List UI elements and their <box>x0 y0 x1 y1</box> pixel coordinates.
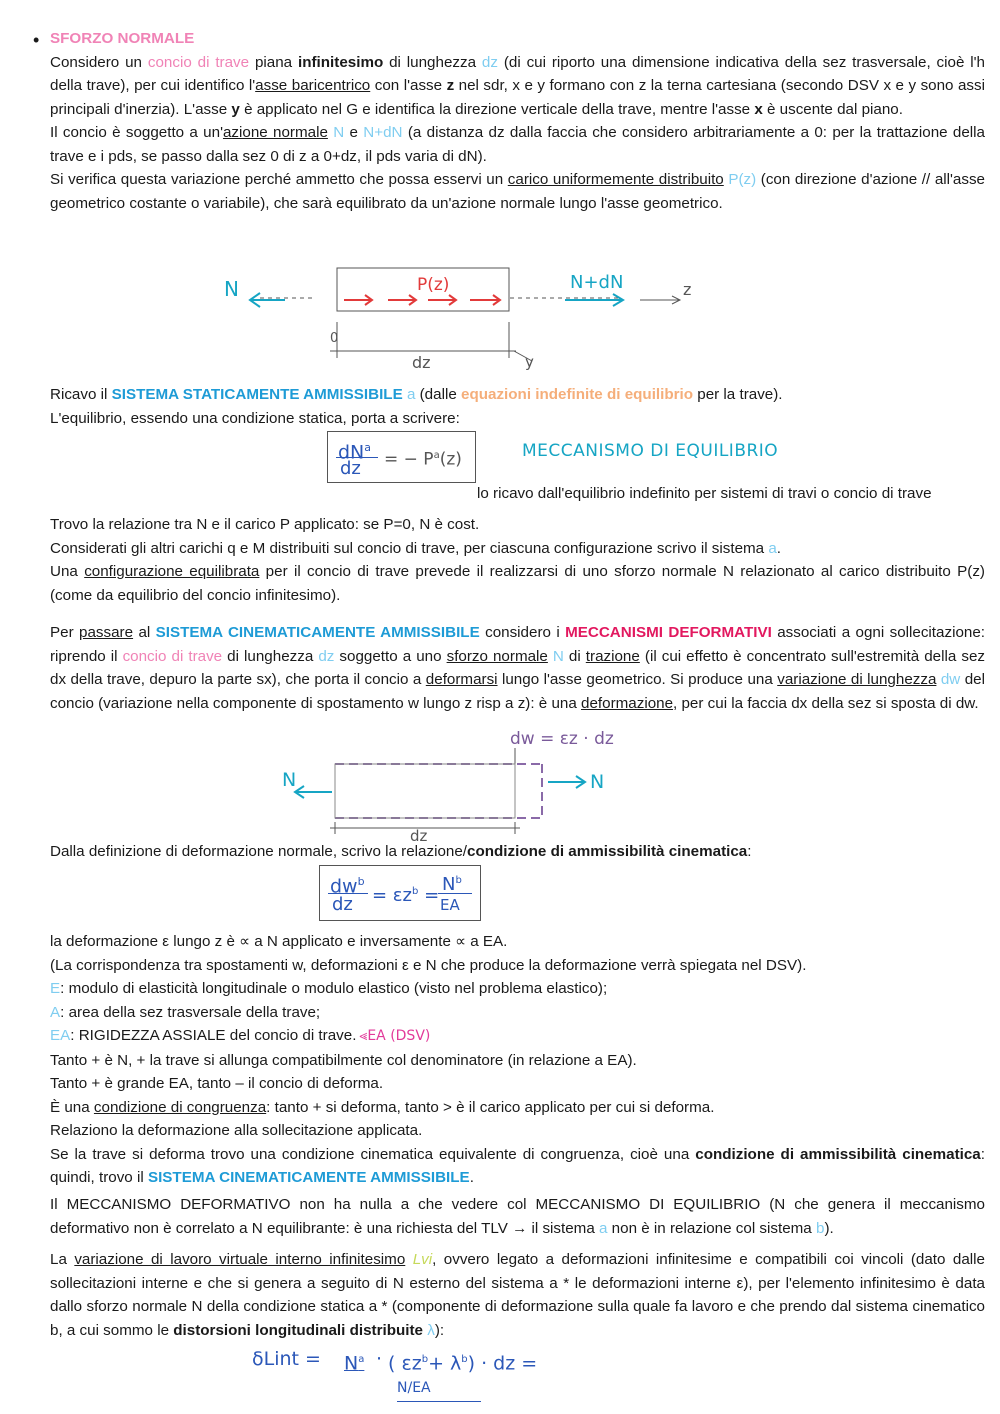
paragraph-relazione: Trovo la relazione tra N e il carico P applicato: se P=0, N è cost. <box>50 516 480 533</box>
fig1-origin-label: 0 <box>330 331 339 346</box>
paragraph-carichi: Considerati gli altri carichi q e M distribuiti sul concio di trave, per ciascuna configurazione scrivo il sistema a. <box>50 539 782 557</box>
fig2-n-left-label: N <box>282 769 297 791</box>
paragraph-definizione: Dalla definizione di deformazione normale, scrivo la relazione/condizione di ammissibilità cinematica: <box>50 843 752 860</box>
paragraph-carico: Si verifica questa variazione perché ammetto che possa esservi un carico uniformemente distribuito P(z) (con direzione d'azione // all'asse geometrico costante o variabile), che sarà equilibrato da un'azione normale lungo l'asse geometrico. <box>50 171 985 212</box>
fig2-dz-label: dz <box>410 827 428 842</box>
paragraph-concio: Considero un concio di trave piana infinitesimo di lunghezza dz (di cui riporto una dimensione indicativa della sez trasversale, cioè l'h della trave), per cui identifico l'asse baricentrico con l'asse z nel sdr, x e y formano con z la terna cartesiana (secondo DSV x e y sono assi principali d'inerzia). L'asse y è applicato nel G e identifica la direzione verticale della trave, mentre l'asse x è uscente dal piano. <box>50 53 985 118</box>
paragraph-equilibrio: L'equilibrio, essendo una condizione statica, porta a scrivere: <box>50 409 460 427</box>
paragraph-meccanismo: Il MECCANISMO DEFORMATIVO non ha nulla a che vedere col MECCANISMO DI EQUILIBRIO (N che genera il meccanismo deformativo non è correlato a N equilibrante: è una richiesta del TLV → il sistema a non è in relazione col sistema b). <box>50 1196 985 1237</box>
bullet-icon: • <box>33 30 40 50</box>
paragraph-ricavo-equilibrio: lo ricavo dall'equilibrio indefinito per sistemi di travi o concio di trave <box>477 485 932 502</box>
paragraph-azione: Il concio è soggetto a un'azione normale N e N+dN (a distanza dz dalla faccia che considero arbitrariamente a 0: per la trattazione della trave e i pds, se passo dalla sez 0 di z a 0+dz, il pds varia di dN). <box>50 124 985 165</box>
section-heading: SFORZO NORMALE <box>50 30 195 47</box>
paragraph-rigidezza: EA: RIGIDEZZA ASSIALE del concio di trave. ⪡EA (DSV) <box>50 1027 431 1044</box>
paragraph-ricavo: Ricavo il SISTEMA STATICAMENTE AMMISSIBILE a (dalle equazioni indefinite di equilibrio per la trave). <box>50 386 783 403</box>
fig2-dw-label: dw = εz · dz <box>510 729 614 749</box>
fig1-y-axis-label: y <box>525 353 534 371</box>
paragraph-corrispondenza: (La corrispondenza tra spostamenti w, deformazioni ε e N che produce la deformazione verrà spiegata nel DSV). <box>50 956 807 974</box>
paragraph-proporzionale: la deformazione ε lungo z è ∝ a N applicato e inversamente ∝ a EA. <box>50 933 508 950</box>
fig1-dz-label: dz <box>412 353 431 372</box>
explanation-section <box>50 930 985 1190</box>
kinematic-condition-intro <box>50 840 985 864</box>
virtual-work-section <box>50 1248 985 1342</box>
fig2-n-right-label: N <box>590 771 605 793</box>
kinematic-section <box>50 621 985 715</box>
paragraph-se-la-trave: Se la trave si deforma trovo una condizione cinematica equivalente di congruenza, cioè una condizione di ammissibilità cinematica: quindi, trovo il SISTEMA CINEMATICAMENTE AMMISSIBILE. <box>50 1145 985 1186</box>
mechanism-section <box>50 1193 985 1240</box>
equilibrium-equation-box: $dN^a$ dz = − $P^a(z)$ <box>327 431 476 483</box>
paragraph-configurazione: Una configurazione equilibrata per il concio di trave prevede il realizzarsi di uno sforzo normale N relazionato al carico distribuito P(z) (come da equilibrio del concio infinitesimo). <box>50 563 985 604</box>
deformation-diagram <box>270 726 650 842</box>
internal-work-equation: δLint = $N^a$ · ( $\varepsilon z^b+ \lambda^b$) · dz = N/EA <box>252 1344 572 1404</box>
fig1-ndn-label: N+dN <box>570 272 624 293</box>
paragraph-lavoro-virtuale: La variazione di lavoro virtuale interno infinitesimo Lvi, ovvero legato a deformazioni infinitesime e compatibili coi vincoli (dato dalle sollecitazioni interne e che si genera a seguito di N esterno del sistema a * le deformazioni interne ε), per l'elemento infinitesimo è data dallo sforzo normale N della condizione statica a * (componente di deformazione sulla quale fa lavoro e che prendo dal sistema cinematico b, a cui sommo le distorsioni longitudinali distribuite λ): <box>50 1251 985 1339</box>
static-system-section <box>50 383 985 430</box>
equilibrium-mechanism-label: MECCANISMO DI EQUILIBRIO <box>522 441 779 461</box>
paragraph-tanto-n: Tanto + è N, + la trave si allunga compatibilmente col denominatore (in relazione a EA). <box>50 1051 637 1069</box>
fig1-z-axis-label: z <box>683 280 692 299</box>
paragraph-area-a: A: area della sez trasversale della trave; <box>50 1003 321 1021</box>
relation-section <box>50 513 985 607</box>
paragraph-relaziono: Relaziono la deformazione alla sollecitazione applicata. <box>50 1122 423 1139</box>
fig1-pz-label: P(z) <box>417 275 450 295</box>
kinematic-equation-box: $dw^b$ dz = $\varepsilon z^b$ = $N^b$ EA <box>319 865 481 921</box>
paragraph-tanto-ea: Tanto + è grande EA, tanto – il concio di deforma. <box>50 1075 384 1092</box>
paragraph-modulo-e: E: modulo di elasticità longitudinale o modulo elastico (visto nel problema elastico); <box>50 980 608 997</box>
intro-section <box>50 27 985 215</box>
distributed-load-arrows <box>344 295 500 305</box>
concio-load-diagram <box>220 262 720 372</box>
fig1-n-label: N <box>224 277 239 301</box>
paragraph-congruenza: È una condizione di congruenza: tanto + si deforma, tanto > è il carico applicato per cui si deforma. <box>50 1098 715 1116</box>
paragraph-passare: Per passare al SISTEMA CINEMATICAMENTE AMMISSIBILE considero i MECCANISMI DEFORMATIVI associati a ogni sollecitazione: riprendo il concio di trave di lunghezza dz soggetto a uno sforzo normale N di trazione (il cui effetto è concentrato sull'estremità della sez dx della trave, depuro la parte sx), che porta il concio a deformarsi lungo l'asse geometrico. Si produce una variazione di lunghezza dw del concio (variazione nella componente di spostamento w lungo z risp a z): è una deformazione, per cui la faccia dx della sez si sposta di dw. <box>50 624 986 712</box>
